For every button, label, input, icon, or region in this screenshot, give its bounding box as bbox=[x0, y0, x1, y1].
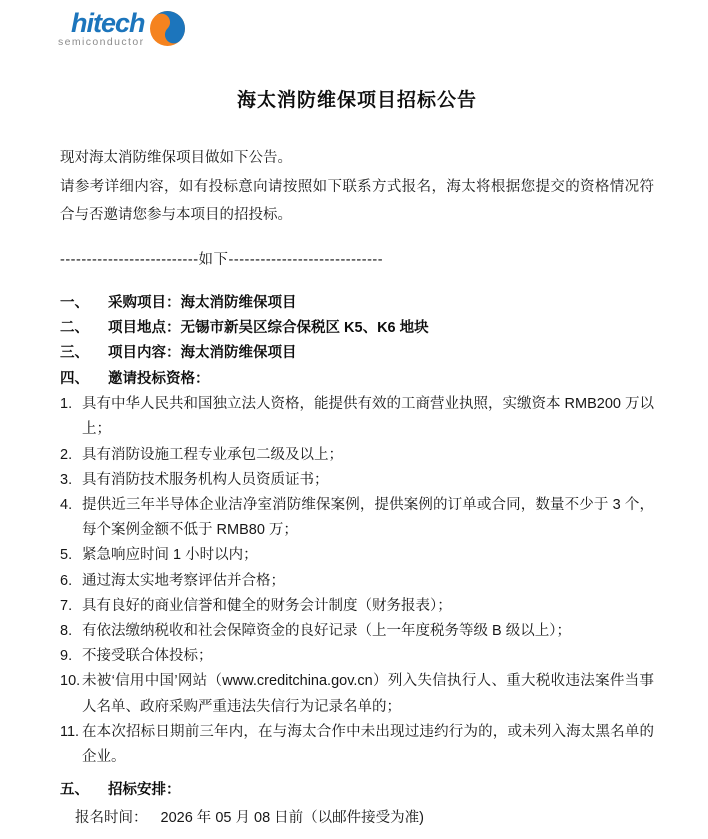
qualification-list bbox=[60, 392, 654, 770]
item-number: 1. bbox=[60, 396, 73, 413]
item-text: 在本次招标日期前三年内，在与海太合作中未出现过违约行为的，或未列入海太黑名单的企业。 bbox=[82, 723, 654, 765]
qualification-item bbox=[60, 543, 654, 568]
item-number: 8. bbox=[60, 622, 73, 639]
schedule-row-registration-deadline bbox=[60, 806, 654, 832]
divider-line: --------------------------如下----------------------------- bbox=[60, 251, 384, 268]
section-list bbox=[60, 291, 654, 393]
section-title: 项目地点：无锡市新吴区综合保税区 K5、K6 地块 bbox=[108, 319, 429, 336]
section-number: 五、 bbox=[60, 782, 89, 799]
item-text: 紧急响应时间 1 小时以内； bbox=[82, 547, 258, 564]
section-heading-project-content bbox=[60, 341, 654, 366]
section-heading-purchase-project bbox=[60, 291, 654, 316]
item-number: 6. bbox=[60, 572, 73, 589]
item-text: 通过海太实地考察评估并合格； bbox=[82, 572, 285, 589]
qualification-item bbox=[60, 443, 654, 468]
section-number: 一、 bbox=[60, 294, 89, 311]
intro-block bbox=[60, 144, 654, 230]
schedule-section bbox=[60, 778, 654, 831]
section-heading-project-location bbox=[60, 316, 654, 341]
item-text: 具有良好的商业信誉和健全的财务会计制度（财务报表）； bbox=[82, 597, 452, 614]
section-number: 三、 bbox=[60, 345, 89, 362]
qualification-item bbox=[60, 569, 654, 594]
qualification-item bbox=[60, 669, 654, 719]
item-text: 具有消防技术服务机构人员资质证书； bbox=[82, 471, 329, 488]
schedule-label: 报名时间： bbox=[75, 809, 148, 826]
item-text: 未被‘信用中国’网站（www.creditchina.gov.cn）列入失信执行人、重大税收违法案件当事人名单、政府采购严重违法失信行为记录名单的； bbox=[82, 673, 654, 715]
section-title: 采购项目：海太消防维保项目 bbox=[108, 294, 297, 311]
qualification-item bbox=[60, 493, 654, 543]
item-text: 具有消防设施工程专业承包二级及以上； bbox=[82, 446, 343, 463]
yin-yang-swirl-icon bbox=[150, 11, 185, 50]
qualification-item bbox=[60, 619, 654, 644]
intro-paragraph: 请参考详细内容，如有投标意向请按照如下联系方式报名，海太将根据您提交的资格情况符合与否邀请您参与本项目的招投标。 bbox=[60, 178, 654, 223]
item-number: 7. bbox=[60, 597, 73, 614]
section-title: 招标安排： bbox=[108, 782, 181, 799]
section-number: 二、 bbox=[60, 319, 89, 336]
logo-text bbox=[58, 10, 145, 48]
logo-brand-text: hitech bbox=[71, 8, 145, 38]
qualification-item bbox=[60, 720, 654, 770]
section-heading-bidding-schedule bbox=[60, 778, 654, 803]
company-logo bbox=[58, 10, 654, 52]
item-number: 4. bbox=[60, 496, 73, 513]
item-text: 提供近三年半导体企业洁净室消防维保案例，提供案例的订单或合同，数量不少于 3 个，每个案例金额不低于 RMB80 万； bbox=[82, 496, 654, 539]
qualification-item bbox=[60, 644, 654, 669]
item-text: 具有中华人民共和国独立法人资格，能提供有效的工商营业执照，实缴资本 RMB200 万以上； bbox=[82, 396, 654, 438]
section-heading-bidder-qualifications bbox=[60, 367, 654, 392]
schedule-value: 2026 年 05 月 08 日前（以邮件接受为准) bbox=[160, 809, 424, 826]
item-number: 5. bbox=[60, 547, 73, 564]
item-text: 不接受联合体投标； bbox=[82, 648, 213, 665]
item-number: 9. bbox=[60, 648, 73, 665]
intro-paragraph: 现对海太消防维保项目做如下公告。 bbox=[60, 150, 292, 166]
item-text: 有依法缴纳税收和社会保障资金的良好记录（上一年度税务等级 B 级以上）； bbox=[82, 622, 571, 639]
qualification-item bbox=[60, 468, 654, 493]
logo-subtext: semiconductor bbox=[58, 36, 145, 48]
item-number: 11. bbox=[60, 723, 80, 740]
section-number: 四、 bbox=[60, 370, 89, 387]
page-title: 海太消防维保项目招标公告 bbox=[236, 90, 477, 111]
item-number: 3. bbox=[60, 471, 73, 488]
section-title: 邀请投标资格： bbox=[108, 370, 210, 387]
qualification-item bbox=[60, 594, 654, 619]
qualification-item bbox=[60, 392, 654, 442]
item-number: 10. bbox=[60, 673, 81, 690]
section-title: 项目内容：海太消防维保项目 bbox=[108, 345, 297, 362]
item-number: 2. bbox=[60, 446, 73, 463]
